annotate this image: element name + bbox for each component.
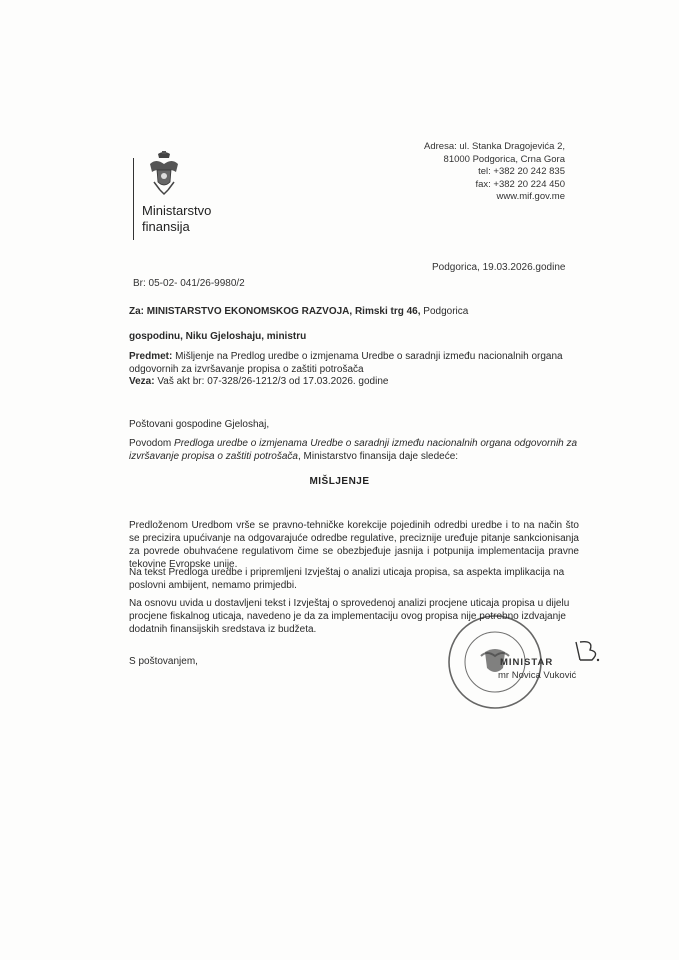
signatory [500, 657, 576, 681]
ministry-name-line1: Ministarstvo [142, 203, 212, 218]
veza-text: Vaš akt br: 07-328/26-1212/3 od 17.03.2026. godine [154, 376, 389, 387]
recipient-person: gospodinu, Niku Gjeloshaju, ministru [129, 331, 307, 342]
recipient-org: MINISTARSTVO EKONOMSKOG RAZVOJA, Rimski trg 46, [146, 306, 421, 317]
address-street: Adresa: ul. Stanka Dragojevića 2, [424, 141, 565, 152]
subject-label: Predmet: [129, 351, 173, 362]
address-block [424, 141, 565, 204]
recipient-city: Podgorica [420, 306, 469, 317]
recipient-line2 [129, 330, 579, 343]
subject [129, 350, 579, 376]
letterhead-rule [133, 158, 134, 240]
intro-lead: Povodom [129, 438, 175, 449]
intro-italic: Predloga uredbe o izmjenama Uredbe o saradnji između nacionalnih organa odgovornih za izvršavanje propisa o zaštiti potrošača [129, 438, 578, 462]
paragraph-2: Na tekst Predloga uredbe i pripremljeni Izvještaj o analizi uticaja propisa, sa aspekta implikacija na poslovni ambijent, nemamo primjedbi. [129, 567, 565, 591]
signatory-title: MINISTAR [500, 657, 554, 668]
paragraph-3: Na osnovu uvida u dostavljeni tekst i Izvještaj o sprovedenoj analizi procjene uticaja propisa u dijelu procjene fiskalnog uticaja, navedeno je da za implementaciju ovog propisa nije potrebno izdvajanje dodatnih finansijskih sredstava iz budžeta. [129, 598, 570, 635]
recipient-prefix: Za: [129, 306, 147, 317]
ministry-name-line2: finansija [142, 219, 190, 234]
intro-paragraph [129, 437, 579, 463]
veza-label: Veza: [129, 376, 155, 387]
handwritten-signature-icon [570, 636, 630, 666]
address-tel: tel: +382 20 242 835 [478, 166, 565, 178]
ministry-name [142, 203, 211, 235]
reference-number: Br: 05-02- 041/26-9980/2 [133, 278, 245, 289]
paragraph-1: Predloženom Uredbom vrše se pravno-tehničke korekcije pojedinih odredbi uredbe i to na način što se precizira upućivanje na odgovarajuće odredbe regulative, preciznije uređuje pitanje sankcionisanja za povrede obuhvaćene regulativom čime se obezbjeđuje jasnija i potpunija implementacija pravne tekovine Evropske unije. [129, 520, 579, 570]
closing: S poštovanjem, [129, 656, 198, 667]
subject-text: Mišljenje na Predlog uredbe o izmjenama Uredbe o saradnji između nacionalnih organa odgovornih za izvršavanje propisa o zaštiti potrošača [129, 351, 563, 375]
greeting: Poštovani gospodine Gjeloshaj, [129, 419, 270, 430]
signatory-name: mr Novica Vuković [498, 670, 577, 681]
address-fax: fax: +382 20 224 450 [475, 178, 565, 190]
opinion-heading: MIŠLJENJE [309, 476, 370, 487]
letter-date: Podgorica, 19.03.2026.godine [432, 262, 566, 273]
address-city: 81000 Podgorica, Crna Gora [443, 153, 565, 165]
recipient-line1 [129, 305, 579, 318]
address-web: www.mif.gov.me [496, 191, 565, 203]
reference-link [129, 375, 579, 388]
coat-of-arms-icon [148, 150, 180, 196]
intro-tail: , Ministarstvo finansija daje sledeće: [297, 451, 459, 462]
